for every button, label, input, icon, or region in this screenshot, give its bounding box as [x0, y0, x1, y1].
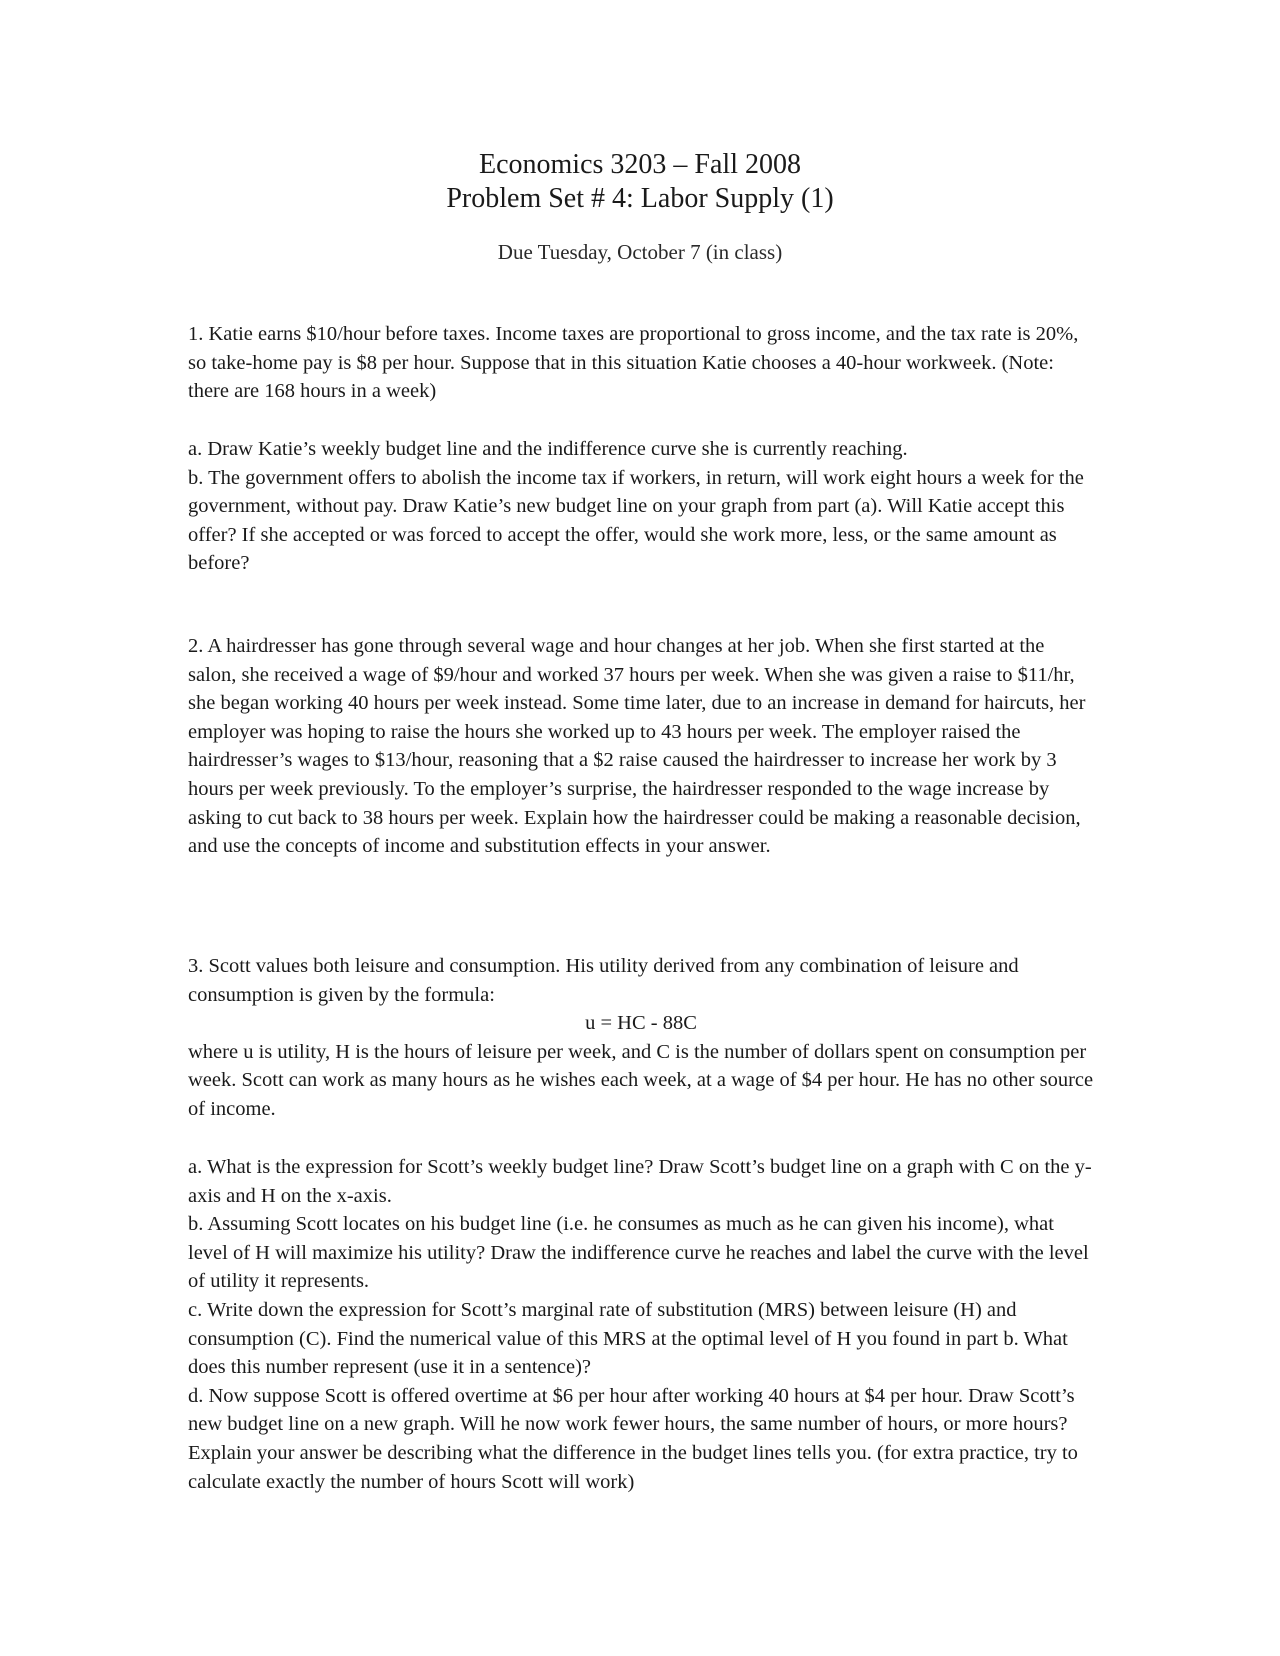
due-date: Due Tuesday, October 7 (in class) — [497, 240, 783, 264]
utility-formula: u = HC - 88C — [585, 1012, 697, 1035]
question-3-parts — [188, 1153, 1094, 1496]
course-title: Economics 3203 – Fall 2008 — [479, 149, 801, 180]
question-3-part-a: a. What is the expression for Scott’s weekly budget line? Draw Scott’s budget line on a graph with C on the y-axis and H on the x-axis. — [188, 1156, 1092, 1207]
question-1-part-b: b. The government offers to abolish the income tax if workers, in return, will work eight hours a week for the government, without pay. Draw Katie’s new budget line on your graph from part (a). Will Katie accept this offer? If she accepted or was forced to accept the offer, would she work more, less, or the same amount as before? — [188, 466, 1084, 575]
question-3-text-continued: where u is utility, H is the hours of leisure per week, and C is the number of dollars spent on consumption per week. Scott can work as many hours as he wishes each week, at a wage of $4 per hour. He has no other source of income. — [188, 1040, 1094, 1120]
question-2-text: 2. A hairdresser has gone through several wage and hour changes at her job. When she first started at the salon, she received a wage of $9/hour and worked 37 hours per week. When she was given a raise to $11/hr, she began working 40 hours per week instead. Some time later, due to an increase in demand for haircuts, her employer was hoping to raise the hours she worked up to 43 hours per week. The employer raised the hairdresser’s wages to $13/hour, reasoning that a $2 raise caused the hairdresser to increase her work by 3 hours per week previously. To the employer’s surprise, the hairdresser responded to the wage increase by asking to cut back to 38 hours per week. Explain how the hairdresser could be making a reasonable decision, and use the concepts of income and substitution effects in your answer. — [188, 635, 1086, 858]
question-1-part-a: a. Draw Katie’s weekly budget line and the indifference curve she is currently reaching. — [188, 438, 908, 460]
question-2 — [188, 632, 1094, 861]
question-3-part-c: c. Write down the expression for Scott’s marginal rate of substitution (MRS) between leisure (H) and consumption (C). Find the numerical value of this MRS at the optimal level of H you found in part b. What does this number represent (use it in a sentence)? — [188, 1298, 1068, 1379]
question-1-text: 1. Katie earns $10/hour before taxes. Income taxes are proportional to gross income, and the tax rate is 20%, so take-home pay is $8 per hour. Suppose that in this situation Katie chooses a 40-hour workweek. (Note: there are 168 hours in a week) — [188, 323, 1079, 403]
question-3-part-b: b. Assuming Scott locates on his budget line (i.e. he consumes as much as he can given his income), what level of H will maximize his utility? Draw the indifference curve he reaches and label the curve with the level of utility it represents. — [188, 1213, 1089, 1293]
question-1-intro — [188, 320, 1094, 406]
question-3-text: 3. Scott values both leisure and consumption. His utility derived from any combination of leisure and consumption is given by the formula: — [188, 955, 1019, 1006]
question-3-part-d: d. Now suppose Scott is offered overtime at $6 per hour after working 40 hours at $4 per hour. Draw Scott’s new budget line on a new graph. Will he now work fewer hours, the same number of hours, or more hours? Explain your answer be describing what the difference in the budget lines tells you. (for extra practice, try to calculate exactly the number of hours Scott will work) — [188, 1384, 1078, 1493]
question-3-intro — [188, 952, 1094, 1124]
question-1-parts — [188, 435, 1094, 578]
problem-set-title: Problem Set # 4: Labor Supply (1) — [446, 183, 834, 214]
